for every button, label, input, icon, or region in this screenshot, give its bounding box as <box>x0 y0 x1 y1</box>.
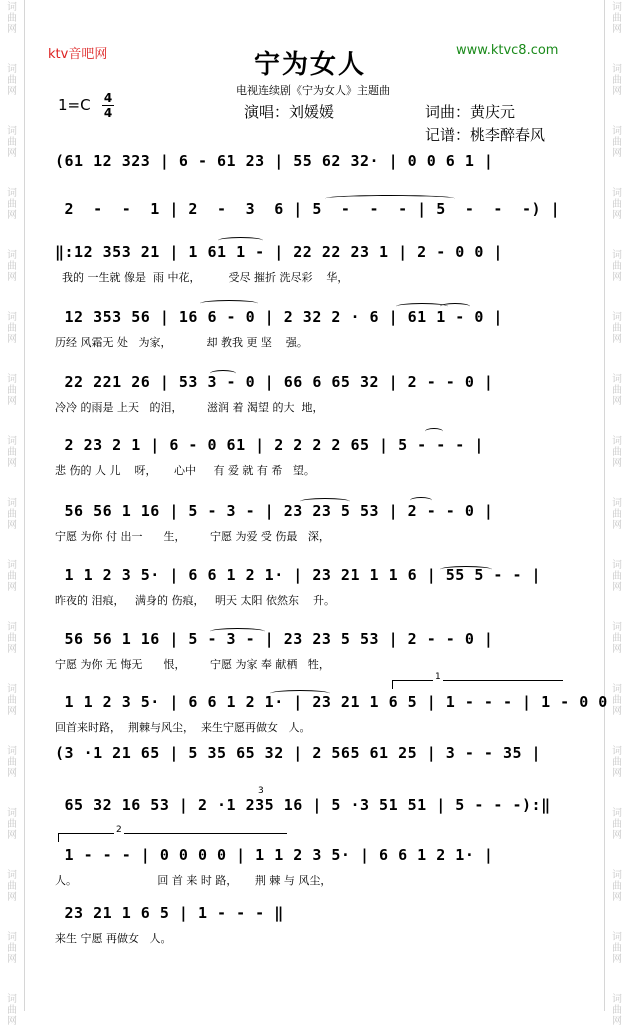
time-signature-bottom: 4 <box>103 106 113 120</box>
lyric-line: 冷冷 的雨是 上天 的泪， 滋润 着 渴望 的大 地， <box>55 401 324 414</box>
watermark-glyphs: 词 曲 网 <box>7 932 17 965</box>
watermark-glyphs: 词 曲 网 <box>7 188 17 221</box>
notation-line: 22 221 26 | 53 3 - 0 | 66 6 65 32 | 2 - - 0 | <box>55 373 494 391</box>
watermark-glyphs: 词 曲 网 <box>7 250 17 283</box>
right-watermark-strip <box>604 0 629 1027</box>
lyricist-credit: 词曲：黄庆元 <box>425 103 516 121</box>
notation-line: 1 1 2 3 5· | 6 6 1 2 1· | 23 21 1 6 5 | 1 - - - | 1 - 0 0 <box>55 693 608 711</box>
lyric-line: 我的 一生就 像是 雨 中花， 受尽 摧折 洗尽彩 华， <box>55 271 349 284</box>
slur-mark <box>425 428 443 435</box>
song-subtitle: 电视连续剧《宁为女人》主题曲 <box>236 84 390 97</box>
lyric-line: 悲 伤的 人 儿 呀， 心中 有 爱 就 有 希 望。 <box>55 464 315 477</box>
watermark-glyphs: 词 曲 网 <box>612 498 622 531</box>
slur-mark <box>440 303 470 310</box>
watermark-glyphs: 词 曲 网 <box>612 622 622 655</box>
slur-mark <box>270 690 330 697</box>
watermark-glyphs: 词 曲 网 <box>612 808 622 841</box>
song-title: 宁为女人 <box>254 50 367 80</box>
key-signature: 1=C <box>58 96 91 114</box>
notation-line: 23 21 1 6 5 | 1 - - - ‖ <box>55 904 284 922</box>
lyric-line: 来生 宁愿 再做女 人。 <box>55 932 172 945</box>
triplet-mark: 3 <box>258 786 264 796</box>
lyric-line: 人。 回 首 来 时 路， 荆 棘 与 风尘， <box>55 874 332 887</box>
notation-line: 1 - - - | 0 0 0 0 | 1 1 2 3 5· | 6 6 1 2 1· | <box>55 846 494 864</box>
lyric-line: 宁愿 为你 无 悔无 恨， 宁愿 为家 奉 献栖 牲， <box>55 658 330 671</box>
brand-right-url: www.ktvc8.com <box>456 43 559 58</box>
first-ending-label: 1 <box>435 672 441 682</box>
lyric-line: 回首来时路， 荆棘与风尘， 来生宁愿再做女 人。 <box>55 721 311 734</box>
slur-mark <box>300 498 350 505</box>
transcriber-credit: 记谱：桃李醉春风 <box>425 126 546 144</box>
slur-mark <box>410 497 432 504</box>
watermark-glyphs: 词 曲 网 <box>7 684 17 717</box>
notation-line: 56 56 1 16 | 5 - 3 - | 23 23 5 53 | 2 - - 0 | <box>55 630 494 648</box>
watermark-glyphs: 词 曲 网 <box>7 64 17 97</box>
watermark-glyphs: 词 曲 网 <box>7 994 17 1027</box>
watermark-glyphs: 词 曲 网 <box>7 560 17 593</box>
notation-line: 56 56 1 16 | 5 - 3 - | 23 23 5 53 | 2 - - 0 | <box>55 502 494 520</box>
watermark-glyphs: 词 曲 网 <box>7 622 17 655</box>
watermark-glyphs: 词 曲 网 <box>612 2 622 35</box>
second-ending-bracket <box>58 825 287 842</box>
slur-mark <box>200 300 258 307</box>
watermark-glyphs: 词 曲 网 <box>612 870 622 903</box>
lyric-line: 昨夜的 泪痕， 满身的 伤痕， 明天 太阳 依然东 升。 <box>55 594 335 607</box>
slur-mark <box>210 628 265 635</box>
singer-credit: 演唱：刘媛媛 <box>244 103 335 121</box>
notation-line: 12 353 56 | 16 6 - 0 | 2 32 2 · 6 | 61 1 - 0 | <box>55 308 503 326</box>
watermark-glyphs: 词 曲 网 <box>612 994 622 1027</box>
notation-line: 1 1 2 3 5· | 6 6 1 2 1· | 23 21 1 1 6 | 55 5 - - | <box>55 566 542 584</box>
slur-mark <box>218 237 263 244</box>
watermark-glyphs: 词 曲 网 <box>612 932 622 965</box>
slur-mark <box>440 566 492 573</box>
watermark-glyphs: 词 曲 网 <box>612 126 622 159</box>
watermark-glyphs: 词 曲 网 <box>612 250 622 283</box>
second-ending-label: 2 <box>116 825 122 835</box>
watermark-glyphs: 词 曲 网 <box>7 374 17 407</box>
notation-line: 65 32 16 53 | 2 ·1 235 16 | 5 ·3 51 51 | 5 - - -):‖ <box>55 796 551 814</box>
watermark-glyphs: 词 曲 网 <box>612 746 622 779</box>
watermark-glyphs: 词 曲 网 <box>7 746 17 779</box>
lyric-line: 宁愿 为你 付 出一 生， 宁愿 为爱 受 伤最 深， <box>55 530 330 543</box>
watermark-glyphs: 词 曲 网 <box>612 436 622 469</box>
watermark-glyphs: 词 曲 网 <box>612 684 622 717</box>
notation-line: 2 23 2 1 | 6 - 0 61 | 2 2 2 2 65 | 5 - - - | <box>55 436 484 454</box>
slur-mark <box>325 195 455 202</box>
brand-left-logo: ktv音吧网 <box>48 47 108 62</box>
notation-line: 2 - - 1 | 2 - 3 6 | 5 - - - | 5 - - -) | <box>55 200 561 218</box>
watermark-glyphs: 词 曲 网 <box>612 64 622 97</box>
first-ending-bracket <box>392 672 563 689</box>
watermark-glyphs: 词 曲 网 <box>7 808 17 841</box>
watermark-glyphs: 词 曲 网 <box>612 312 622 345</box>
watermark-glyphs: 词 曲 网 <box>7 436 17 469</box>
notation-line: (61 12 323 | 6 - 61 23 | 55 62 32· | 0 0 6 1 | <box>55 152 494 170</box>
watermark-glyphs: 词 曲 网 <box>7 498 17 531</box>
left-watermark-strip <box>0 0 25 1027</box>
watermark-glyphs: 词 曲 网 <box>612 374 622 407</box>
notation-line: (3 ·1 21 65 | 5 35 65 32 | 2 565 61 25 | 3 - - 35 | <box>55 744 542 762</box>
watermark-glyphs: 词 曲 网 <box>7 870 17 903</box>
slur-mark <box>210 370 236 377</box>
time-signature <box>102 92 114 119</box>
watermark-glyphs: 词 曲 网 <box>7 2 17 35</box>
time-signature-top: 4 <box>103 91 113 105</box>
watermark-glyphs: 词 曲 网 <box>612 188 622 221</box>
watermark-glyphs: 词 曲 网 <box>612 560 622 593</box>
watermark-glyphs: 词 曲 网 <box>7 126 17 159</box>
notation-line: ‖:12 353 21 | 1 61 1 - | 22 22 23 1 | 2 - 0 0 | <box>55 243 503 261</box>
lyric-line: 历经 风霜无 处 为家， 却 教我 更 坚 强。 <box>55 336 308 349</box>
watermark-glyphs: 词 曲 网 <box>7 312 17 345</box>
